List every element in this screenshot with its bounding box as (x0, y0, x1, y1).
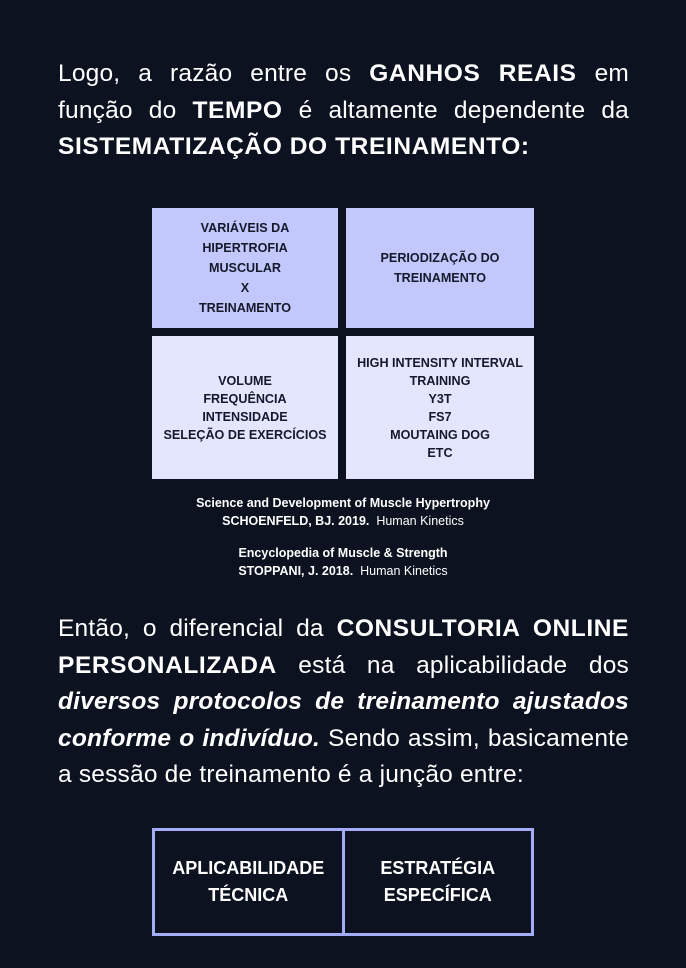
cell-line: HIGH INTENSITY INTERVAL (357, 355, 523, 370)
cell-line: ETC (427, 445, 453, 460)
box-strategy (345, 831, 532, 933)
grid-cell-hypertrophy-variables (152, 208, 338, 328)
conclusion-emphasis: diversos protocolos de treinamento ajustados conforme o indivíduo. (58, 688, 629, 752)
cell-line: VARIÁVEIS DA (200, 221, 290, 235)
conclusion-text: está na aplicabilidade dos (276, 651, 629, 679)
intro-bold-tempo: TEMPO (192, 96, 283, 124)
cell-line: TRAINING (409, 373, 471, 388)
cell-line: MUSCULAR (208, 261, 282, 275)
cell-line: VOLUME (218, 373, 272, 388)
conclusion-bold-consultoria: CONSULTORIA ONLINE PERSONALIZADA (58, 615, 629, 679)
reference-title: Encyclopedia of Muscle & Strength (238, 546, 448, 560)
intro-text: é altamente dependente da (282, 96, 629, 124)
cell-line: HIPERTROFIA (202, 241, 288, 255)
intro-text: Logo, a razão entre os (58, 60, 370, 87)
grid-cell-variables-list (152, 336, 338, 479)
reference-publisher: Human Kinetics (376, 514, 464, 528)
cell-line: FREQUÊNCIA (203, 391, 287, 406)
reference-author: STOPPANI, J. 2018. (238, 564, 354, 578)
cell-line: X (240, 281, 250, 295)
cell-line: SELEÇÃO DE EXERCÍCIOS (163, 427, 327, 442)
reference-publisher: Human Kinetics (360, 564, 448, 578)
intro-bold-sistematizacao: SISTEMATIZAÇÃO DO TREINAMENTO: (58, 133, 530, 160)
training-variables-grid (152, 208, 534, 479)
cell-line: TREINAMENTO (393, 271, 487, 285)
grid-cell-periodization (346, 208, 534, 328)
box-line: ESTRATÉGIA (380, 858, 496, 878)
reference-author: SCHOENFELD, BJ. 2019. (222, 514, 370, 528)
cell-line: INTENSIDADE (202, 409, 288, 424)
cell-line: PERIODIZAÇÃO DO (380, 251, 500, 265)
box-line: ESPECÍFICA (383, 885, 492, 905)
reference-title: Science and Development of Muscle Hypertrophy (196, 496, 490, 510)
intro-paragraph (58, 56, 629, 166)
conclusion-text: Então, o diferencial da (58, 615, 337, 642)
cell-line: Y3T (428, 391, 452, 406)
reference-2 (0, 544, 686, 580)
intro-bold-ganhos-reais: GANHOS REAIS (369, 60, 577, 87)
cell-line: MOUTAING DOG (390, 427, 490, 442)
intro-text: em função do (58, 60, 630, 124)
conclusion-text: Sendo assim, basicamente a sessão de treinamento é a junção entre: (58, 724, 629, 788)
box-line: TÉCNICA (208, 885, 289, 905)
grid-cell-methods-list (346, 336, 534, 479)
box-line: APLICABILIDADE (172, 858, 325, 878)
reference-1 (0, 494, 686, 530)
box-applicability (155, 831, 342, 933)
cell-line: FS7 (428, 409, 452, 424)
conclusion-paragraph (58, 611, 629, 794)
session-components-box (152, 828, 534, 936)
cell-line: TREINAMENTO (198, 301, 292, 315)
